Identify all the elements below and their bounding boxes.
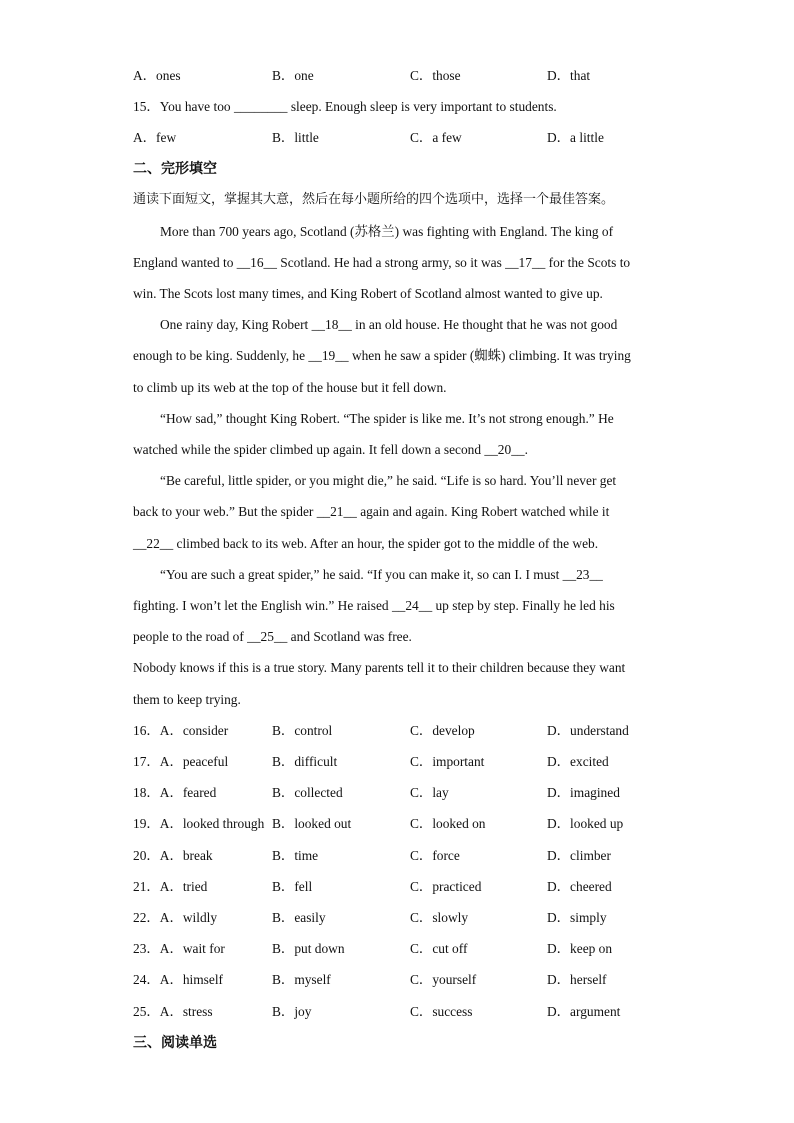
- text: enough to be king. Suddenly, he: [133, 348, 309, 363]
- option-b[interactable]: B．looked out: [272, 816, 352, 831]
- option-c[interactable]: C．slowly: [410, 910, 469, 925]
- text: in an old house. He thought that he was not good: [351, 317, 618, 332]
- passage-p2-line1: [160, 316, 617, 334]
- option-a[interactable]: 25．A．stress: [133, 1004, 213, 1019]
- option-a[interactable]: 18．A．feared: [133, 785, 217, 800]
- text: again and again. King Robert watched while it: [356, 504, 610, 519]
- option-b[interactable]: B．control: [272, 723, 333, 738]
- q15-blank: ________: [233, 99, 288, 114]
- text: Scotland. He had a strong army, so it was: [276, 255, 506, 270]
- option-c[interactable]: C．practiced: [410, 879, 482, 894]
- option-c[interactable]: C．success: [410, 1004, 473, 1019]
- q15-options: [133, 129, 693, 147]
- passage-p1-line1: More than 700 years ago, Scotland (苏格兰) was fighting with England. The king of: [160, 224, 614, 239]
- option-b[interactable]: B．joy: [272, 1004, 312, 1019]
- option-c[interactable]: C．cut off: [410, 941, 468, 956]
- option-c[interactable]: C．develop: [410, 723, 475, 738]
- text: climbed back to its web. After an hour, the spider got to the middle of the web.: [173, 536, 599, 551]
- passage-p4-line2: [133, 503, 609, 521]
- option-a[interactable]: 17．A．peaceful: [133, 754, 229, 769]
- option-b[interactable]: B．easily: [272, 910, 326, 925]
- text: for the Scots to: [545, 255, 631, 270]
- option-a[interactable]: 21．A．tried: [133, 879, 208, 894]
- passage-p2-line2: [133, 347, 631, 365]
- passage-p3-line2: [133, 441, 528, 459]
- passage-p4-line3: [133, 535, 598, 553]
- option-d[interactable]: D．cheered: [547, 879, 612, 894]
- passage-p6-line1: Nobody knows if this is a true story. Many parents tell it to their children because they want: [133, 660, 626, 675]
- question-row: [133, 878, 693, 896]
- option-b[interactable]: B．time: [272, 848, 319, 863]
- question-row: [133, 753, 693, 771]
- q14-option-a[interactable]: A．ones: [133, 68, 181, 83]
- passage-p5-line2: [133, 597, 615, 615]
- passage-p6-line2: them to keep trying.: [133, 692, 241, 707]
- section-3-heading: 三、阅读单选: [133, 1035, 217, 1051]
- option-b[interactable]: B．fell: [272, 879, 313, 894]
- section-2-instruction: 通读下面短文，掌握其大意，然后在每小题所给的四个选项中，选择一个最佳答案。: [133, 192, 615, 207]
- passage-p5-line3: [133, 628, 412, 646]
- option-d[interactable]: D．climber: [547, 848, 611, 863]
- option-c[interactable]: C．important: [410, 754, 485, 769]
- passage-p5-line1: [160, 566, 603, 584]
- text: when he saw a spider (蜘蛛) climbing. It was trying: [348, 348, 631, 363]
- option-c[interactable]: C．lay: [410, 785, 449, 800]
- text: .: [524, 442, 528, 457]
- option-d[interactable]: D．herself: [547, 972, 607, 987]
- blank-19: __19__: [308, 348, 349, 363]
- option-a[interactable]: 16．A．consider: [133, 723, 229, 738]
- option-c[interactable]: C．yourself: [410, 972, 477, 987]
- text: watched while the spider climbed up again. It fell down a second: [133, 442, 485, 457]
- question-row: [133, 909, 693, 927]
- text: and Scotland was free.: [287, 629, 412, 644]
- blank-16: __16__: [236, 255, 277, 270]
- q15-option-c[interactable]: C．a few: [410, 130, 462, 145]
- blank-20: __20__: [484, 442, 525, 457]
- question-row: [133, 722, 693, 740]
- option-a[interactable]: 19．A．looked through: [133, 816, 265, 831]
- text: people to the road of: [133, 629, 248, 644]
- question-row: [133, 971, 693, 989]
- option-b[interactable]: B．myself: [272, 972, 331, 987]
- text: fighting. I won’t let the English win.” He raised: [133, 598, 392, 613]
- blank-22: __22__: [133, 536, 174, 551]
- option-b[interactable]: B．difficult: [272, 754, 338, 769]
- option-c[interactable]: C．force: [410, 848, 460, 863]
- option-a[interactable]: 23．A．wait for: [133, 941, 225, 956]
- q15-stem-text: 15．You have too: [133, 99, 234, 114]
- option-d[interactable]: D．looked up: [547, 816, 624, 831]
- option-d[interactable]: D．keep on: [547, 941, 613, 956]
- option-d[interactable]: D．imagined: [547, 785, 620, 800]
- passage-p1-line2: [133, 254, 630, 272]
- text: “You are such a great spider,” he said. “If you can make it, so can I. I must: [160, 567, 563, 582]
- option-c[interactable]: C．looked on: [410, 816, 486, 831]
- q14-options: [133, 67, 693, 85]
- option-b[interactable]: B．put down: [272, 941, 345, 956]
- blank-18: __18__: [311, 317, 352, 332]
- blank-17: __17__: [505, 255, 546, 270]
- q15-stem-text-end: sleep. Enough sleep is very important to students.: [287, 99, 557, 114]
- option-d[interactable]: D．simply: [547, 910, 607, 925]
- q15-option-b[interactable]: B．little: [272, 130, 319, 145]
- option-b[interactable]: B．collected: [272, 785, 343, 800]
- passage-p2-line3: to climb up its web at the top of the house but it fell down.: [133, 380, 447, 395]
- passage-p4-line1: “Be careful, little spider, or you might die,” he said. “Life is so hard. You’ll never get: [160, 473, 617, 488]
- q15-stem: [133, 98, 557, 116]
- blank-25: __25__: [247, 629, 288, 644]
- section-2-heading: 二、完形填空: [133, 161, 217, 177]
- blank-23: __23__: [562, 567, 603, 582]
- passage-p1-line3: win. The Scots lost many times, and King Robert of Scotland almost wanted to give up.: [133, 286, 603, 301]
- blank-21: __21__: [316, 504, 357, 519]
- passage-p3-line1: “How sad,” thought King Robert. “The spider is like me. It’s not strong enough.” He: [160, 411, 614, 426]
- q14-option-b[interactable]: B．one: [272, 68, 314, 83]
- question-row: [133, 784, 693, 802]
- option-d[interactable]: D．understand: [547, 723, 629, 738]
- blank-24: __24__: [391, 598, 433, 613]
- question-row: [133, 1003, 693, 1021]
- text: up step by step. Finally he led his: [432, 598, 615, 613]
- option-d[interactable]: D．argument: [547, 1004, 621, 1019]
- question-row: [133, 815, 693, 833]
- option-a[interactable]: 24．A．himself: [133, 972, 224, 987]
- option-d[interactable]: D．excited: [547, 754, 609, 769]
- q14-option-d[interactable]: D．that: [547, 68, 591, 83]
- q15-option-d[interactable]: D．a little: [547, 130, 604, 145]
- question-row: [133, 940, 693, 958]
- option-a[interactable]: 22．A．wildly: [133, 910, 218, 925]
- q15-option-a[interactable]: A．few: [133, 130, 177, 145]
- text: One rainy day, King Robert: [160, 317, 312, 332]
- question-row: [133, 847, 693, 865]
- option-a[interactable]: 20．A．break: [133, 848, 213, 863]
- text: England wanted to: [133, 255, 237, 270]
- q14-option-c[interactable]: C．those: [410, 68, 461, 83]
- text: back to your web.” But the spider: [133, 504, 317, 519]
